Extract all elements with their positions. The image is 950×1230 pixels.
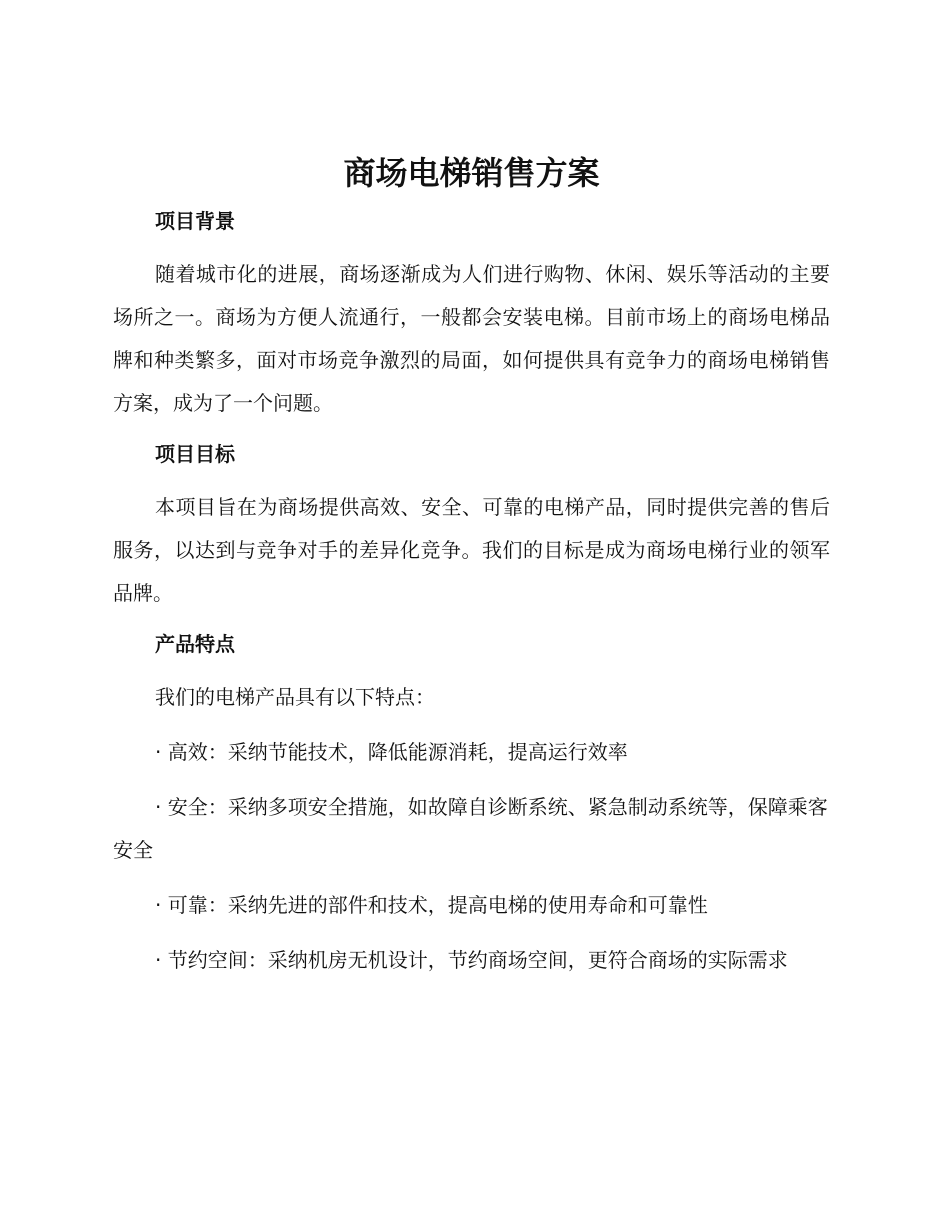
document-title: 商场电梯销售方案 bbox=[343, 154, 600, 192]
feature-item-reliable: · 可靠：采纳先进的部件和技术，提高电梯的使用寿命和可靠性 bbox=[155, 893, 708, 917]
background-paragraph: 随着城市化的进展，商场逐渐成为人们进行购物、休闲、娱乐等活动的主要场所之一。商场为方便人流通行，一般都会安装电梯。目前市场上的商场电梯品牌和种类繁多，面对市场竞争激烈的局面，如何提供具有竞争力的商场电梯销售方案，成为了一个问题。 bbox=[113, 262, 830, 415]
features-intro: 我们的电梯产品具有以下特点： bbox=[155, 685, 435, 709]
section-heading-features: 产品特点 bbox=[155, 632, 235, 656]
document-page bbox=[113, 146, 830, 994]
section-heading-background: 项目背景 bbox=[155, 209, 235, 233]
feature-item-space-saving: · 节约空间：采纳机房无机设计，节约商场空间，更符合商场的实际需求 bbox=[155, 948, 788, 972]
feature-item-efficient: · 高效：采纳节能技术，降低能源消耗，提高运行效率 bbox=[155, 740, 628, 764]
goal-paragraph: 本项目旨在为商场提供高效、安全、可靠的电梯产品，同时提供完善的售后服务，以达到与竞争对手的差异化竞争。我们的目标是成为商场电梯行业的领军品牌。 bbox=[113, 495, 830, 605]
section-heading-goal: 项目目标 bbox=[155, 442, 235, 466]
feature-item-safe: · 安全：采纳多项安全措施，如故障自诊断系统、紧急制动系统等，保障乘客安全 bbox=[113, 795, 828, 862]
